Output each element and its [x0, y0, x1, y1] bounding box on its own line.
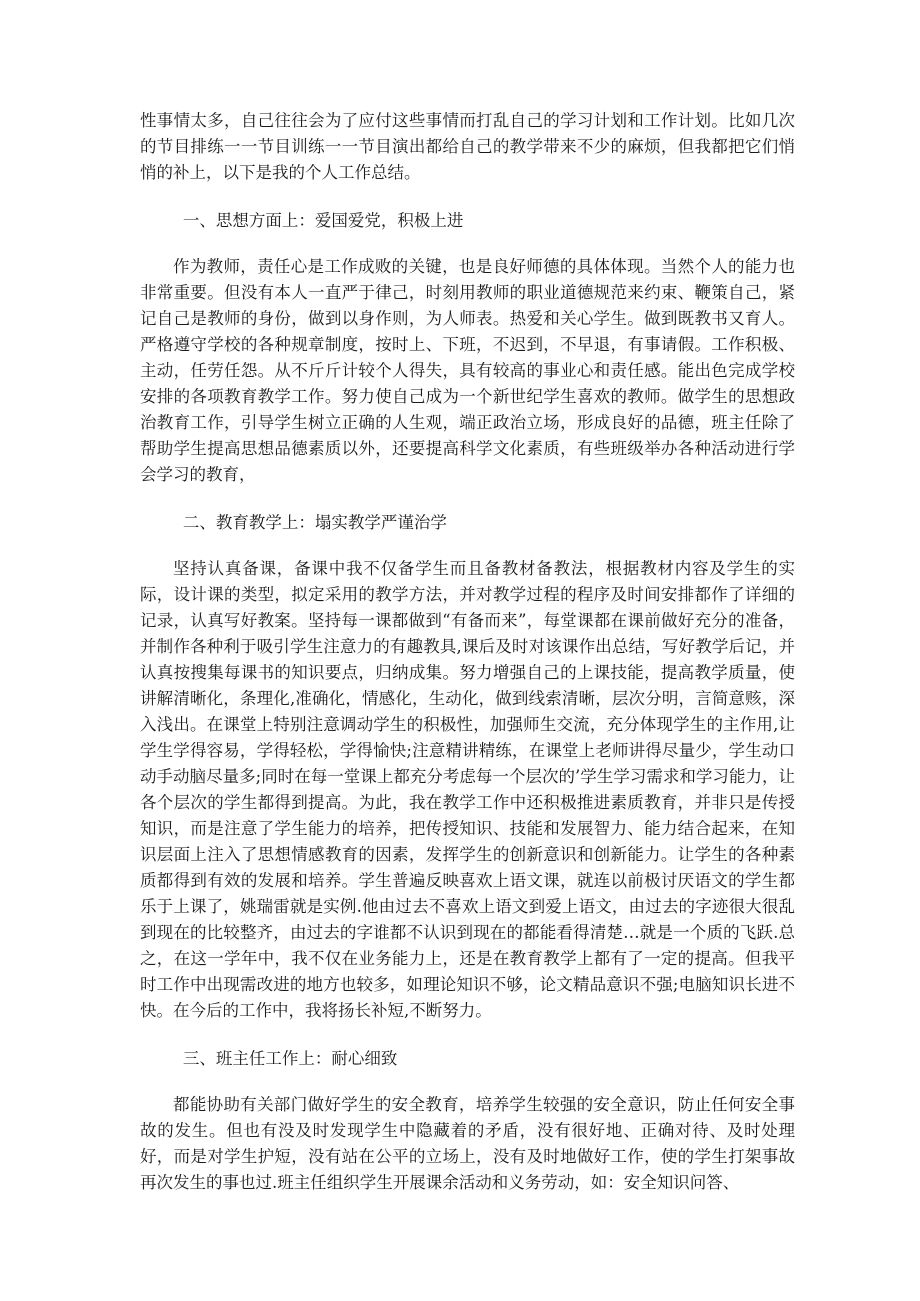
section-1-body: 作为教师，责任心是工作成败的关键，也是良好师德的具体体现。当然个人的能力也非常重要。但没有本人一直严于律己，时刻用教师的职业道德规范来约束、鞭策自己，紧记自己是教师的身份，做到以身作则，为人师表。热爱和关心学生。做到既教书又育人。严格遵守学校的各种规章制度，按时上、下班，不迟到，不早退，有事请假。工作积极、主动，任劳任怨。从不斤斤计较个人得失，具有较高的事业心和责任感。能出色完成学校安排的各项教育教学工作。努力使自己成为一个新世纪学生喜欢的教师。做学生的思想政治教育工作，引导学生树立正确的人生观，端正政治立场，形成良好的品德，班主任除了帮助学生提高思想品德素质以外，还要提高科学文化素质，有些班级举办各种活动进行学会学习的教育，	[140, 257, 795, 484]
section-1-heading: 一、思想方面上：爱国爱党，积极上进	[182, 211, 464, 230]
document-page	[140, 108, 795, 1196]
section-2-heading: 二、教育教学上：塌实教学严谨治学	[182, 513, 447, 532]
section-3-heading: 三、班主任工作上：耐心细致	[182, 1049, 398, 1068]
intro-paragraph: 性事情太多，自己往往会为了应付这些事情而打乱自己的学习计划和工作计划。比如几次的节目排练一一节目训练一一节目演出都给自己的教学带来不少的麻烦，但我都把它们悄悄的补上，以下是我的个人工作总结。	[140, 111, 795, 182]
section-2-body: 坚持认真备课，备课中我不仅备学生而且备教材备教法，根据教材内容及学生的实际，设计课的类型，拟定采用的教学方法，并对教学过程的程序及时间安排都作了详细的记录，认真写好教案。坚持每一课都做到“有备而来”，每堂课都在课前做好充分的准备，并制作各种利于吸引学生注意力的有趣教具,课后及时对该课作出总结，写好教学后记，并认真按搜集每课书的知识要点，归纳成集。努力增强自己的上课技能，提高教学质量，使讲解清晰化，条理化,准确化，情感化，生动化，做到线索清晰，层次分明，言简意赅，深入浅出。在课堂上特别注意调动学生的积极性，加强师生交流，充分体现学生的主作用,让学生学得容易，学得轻松，学得愉快;注意精讲精练，在课堂上老师讲得尽量少，学生动口动手动脑尽量多;同时在每一堂课上都充分考虑每一个层次的’学生学习需求和学习能力，让各个层次的学生都得到提高。为此，我在教学工作中还积极推进素质教育，并非只是传授知识，而是注意了学生能力的培养，把传授知识、技能和发展智力、能力结合起来，在知识层面上注入了思想情感教育的因素，发挥学生的创新意识和创新能力。让学生的各种素质都得到有效的发展和培养。学生普遍反映喜欢上语文课，就连以前极讨厌语文的学生都乐于上课了，姚瑞雷就是实例.他由过去不喜欢上语文到爱上语文，由过去的字迹很大很乱到现在的比较整齐，由过去的字谁都不认识到现在的都能看得清楚…就是一个质的飞跃.总之，在这一学年中，我不仅在业务能力上，还是在教育教学上都有了一定的提高。但我平时工作中出现需改进的地方也较多，如理论知识不够，论文精品意识不强;电脑知识长进不快。在今后的工作中，我将扬长补短,不断努力。	[140, 559, 795, 1020]
section-3-body: 都能协助有关部门做好学生的安全教育，培养学生较强的安全意识，防止任何安全事故的发生。但也有没及时发现学生中隐藏着的矛盾，没有很好地、正确对待、及时处理好，而是对学生护短，没有站在公平的立场上，没有及时地做好工作，使的学生打架事故再次发生的事也过.班主任组织学生开展课余活动和义务劳动，如：安全知识问答、	[140, 1095, 795, 1192]
